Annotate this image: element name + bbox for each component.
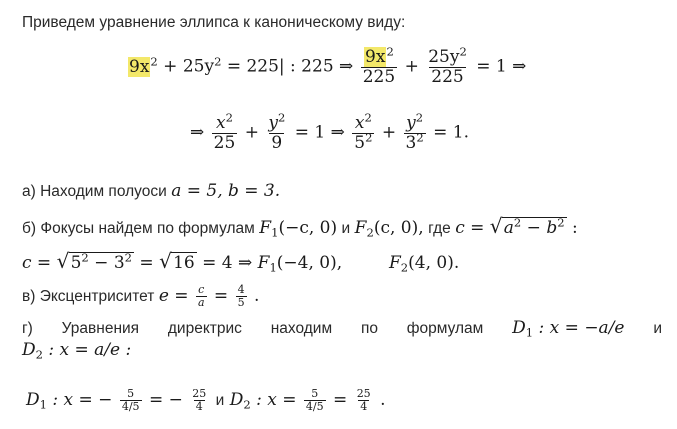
highlighted-term: 9x [129, 56, 150, 77]
fraction: $\frac{x^2}{25}$ [213, 110, 236, 153]
item-b-line-2: c = √ $5^2 - 3^2$ = √ 16 = 4 ⇒ $F_1(-4$, 0), $F_2(4$, 0). [22, 252, 459, 273]
item-d-line-2: $D_2$ : x = a/e : [22, 340, 132, 362]
fraction: $\frac{c}{a}$ [197, 283, 205, 310]
item-d: г) Уравнения директрис находим по формулам $D_1$ : x = −a/e и [22, 318, 662, 340]
fraction: $\frac{x^2}{5^2}$ [354, 110, 373, 153]
equation-term: = 1. [433, 122, 469, 143]
equation-term: = 225| : 225 ⇒ [226, 56, 354, 77]
fraction: $\frac{5}{4/5}$ [121, 387, 140, 414]
equation-2: ⇒ $\frac{x^2}{25}$ + $\frac{y^2}{9}$ = 1 ⇒ $\frac{x^2}{5^2}$ + $\frac{y^2}{3^2}$ = 1. [190, 110, 469, 153]
fraction: $\frac{25y^2}{225}$ [428, 44, 467, 87]
fraction: $\frac{25}{4}$ [356, 387, 371, 414]
item-c-label: в) Эксцентриситет [22, 288, 155, 306]
equation-term: = 1 ⇒ [294, 122, 345, 143]
fraction: $\frac{y^2}{9}$ [268, 110, 286, 153]
fraction-denominator: 225 [362, 66, 396, 87]
equation-term: + 25y [163, 56, 215, 77]
item-c: в) Эксцентриситет e = $\frac{c}{a}$ = $\frac{4}{5}$ . [22, 283, 260, 310]
sqrt-expression: √ $5^2 - 3^2$ [57, 252, 134, 273]
fraction: $\frac{9x^2}{225}$ [362, 44, 396, 87]
fraction-denominator: 225 [431, 66, 464, 87]
sqrt-expression: √ $a^2 - b^2$ [490, 217, 567, 238]
fraction: $\frac{y^2}{3^2}$ [405, 110, 424, 153]
implies-arrow: ⇒ [190, 122, 205, 143]
fraction: $\frac{25}{4}$ [192, 387, 207, 414]
plus-sign: + [404, 56, 419, 77]
fraction: $\frac{5}{4/5}$ [305, 387, 324, 414]
item-a [22, 181, 280, 201]
item-a-label: а) Находим полуоси [22, 183, 167, 200]
equation-1: $9x^2 + 25y^2 = 225|$ : 225 ⇒ $\frac{9x^2}{225}$ + $\frac{25y^2}{225}$ = 1 ⇒ [129, 44, 527, 87]
equation-term: = 1 ⇒ [476, 56, 527, 77]
item-b: б) Фокусы найдем по формулам $F_1(-c$, 0) и $F_2(c$, 0), где c = √ $a^2 - b^2$ : [22, 217, 578, 238]
item-a-math: a = 5, b = 3. [171, 181, 281, 201]
item-b-label: б) Фокусы найдем по формулам [22, 220, 255, 237]
final-equation: $D_1$ : x = − $\frac{5}{4/5}$ = − $\frac{25}{4}$ и $D_2$ : x = $\frac{5}{4/5}$ = $\frac{25}{4}$ . [26, 387, 386, 414]
highlighted-term: 9x [365, 47, 386, 67]
fraction: $\frac{4}{5}$ [237, 283, 245, 310]
heading-text: Приведем уравнение эллипса к каноническому виду: [22, 14, 406, 31]
sqrt-expression: √ 16 [159, 252, 197, 273]
